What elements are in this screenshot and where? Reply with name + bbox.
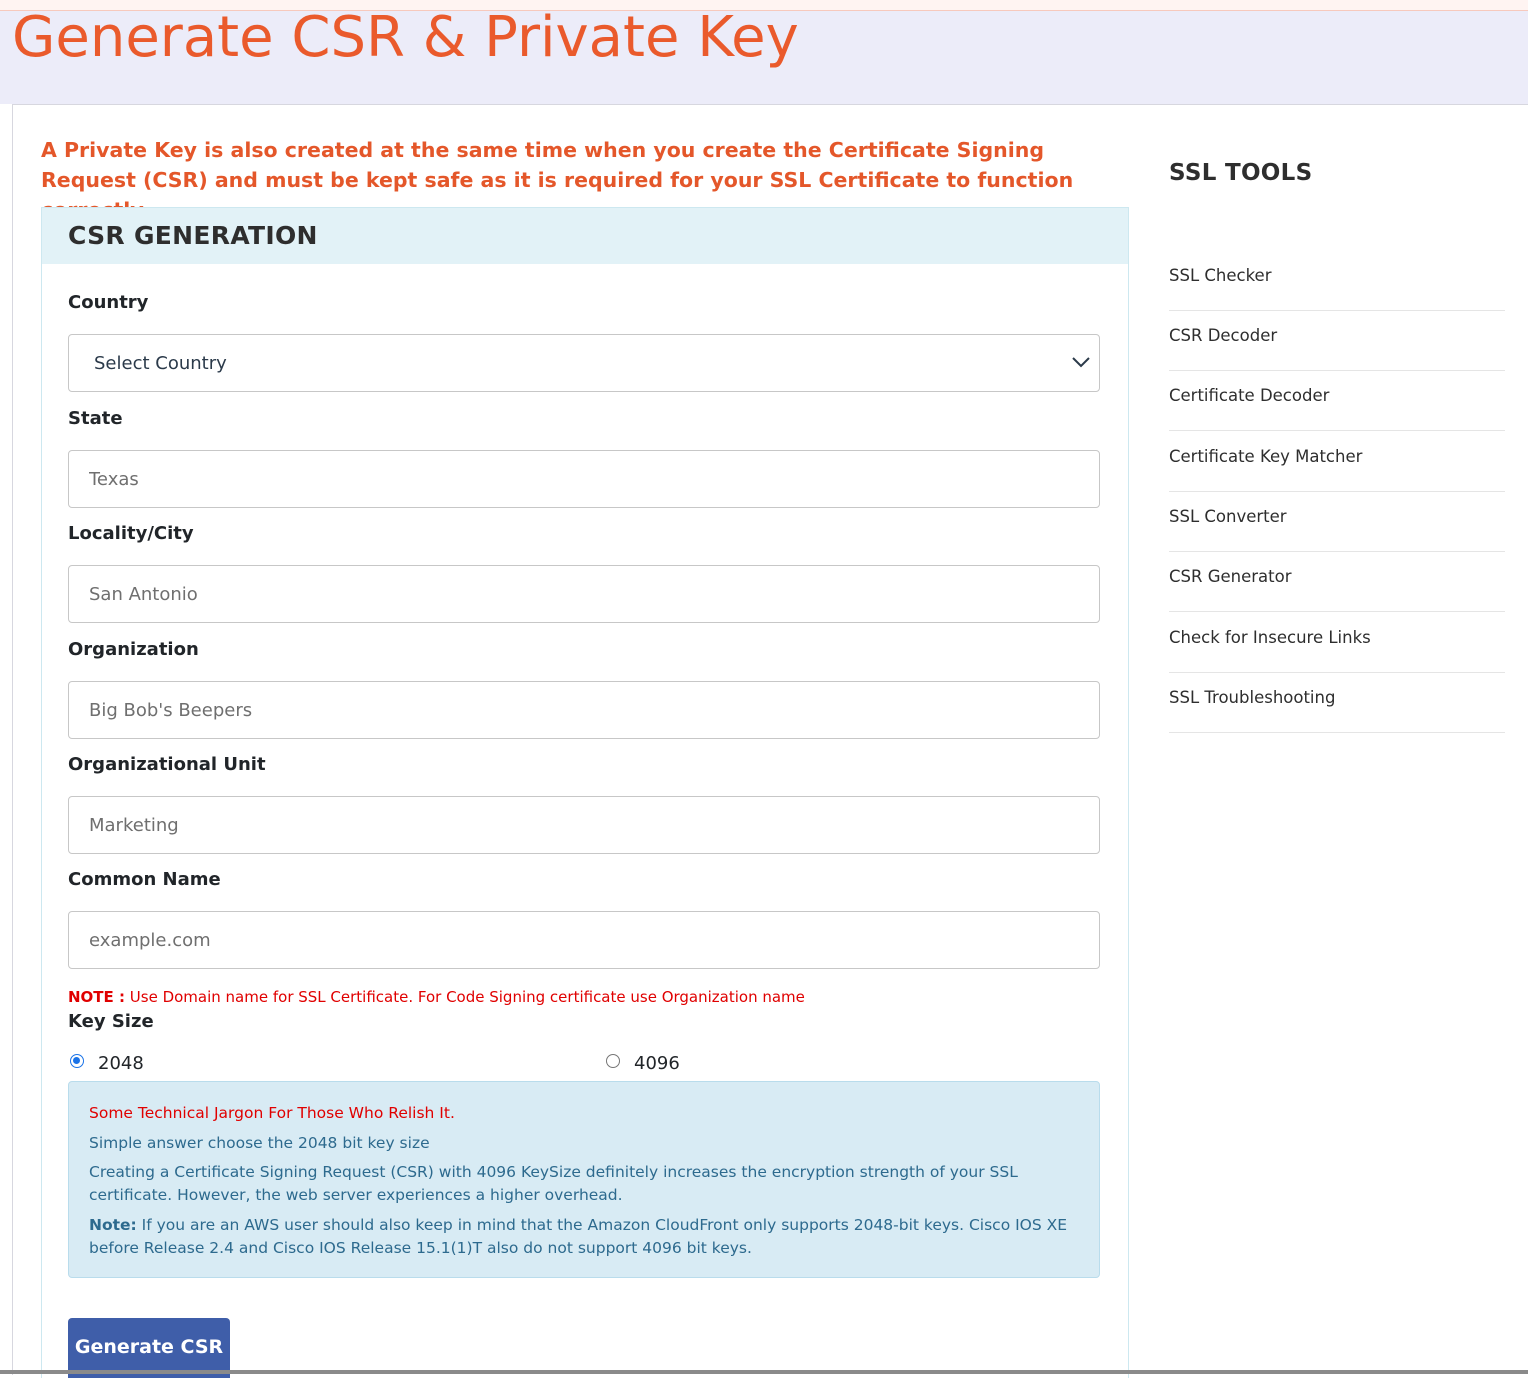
organization-field <box>68 681 1100 739</box>
city-label: Locality/City <box>68 523 194 544</box>
country-label: Country <box>68 292 149 313</box>
state-input[interactable] <box>69 451 1099 507</box>
info-heading: Some Technical Jargon For Those Who Relish It. <box>89 1104 455 1122</box>
csr-generation-card <box>41 207 1129 1378</box>
title-banner <box>0 5 1528 104</box>
info-detail: Creating a Certificate Signing Request (CSR) with 4096 KeySize definitely increases the encryption strength of your SSL certificate. However, the web server experiences a higher overhead. <box>89 1163 1018 1204</box>
organization-input[interactable] <box>69 682 1099 738</box>
sidebar-item-label: SSL Troubleshooting <box>1169 688 1336 707</box>
key-size-4096-label[interactable]: 4096 <box>634 1053 680 1074</box>
key-size-2048-radio[interactable] <box>70 1054 84 1068</box>
country-select[interactable] <box>68 334 1100 392</box>
org-unit-field <box>68 796 1100 854</box>
generate-csr-button[interactable]: Generate CSR <box>68 1318 230 1378</box>
common-name-input[interactable] <box>69 912 1099 968</box>
city-field <box>68 565 1100 623</box>
main-content <box>12 104 1528 1375</box>
common-name-field <box>68 911 1100 969</box>
sidebar-item-insecure-links[interactable] <box>1169 613 1505 673</box>
key-size-4096-radio[interactable] <box>606 1054 620 1068</box>
sidebar-item-label: Certificate Decoder <box>1169 386 1330 405</box>
org-unit-label: Organizational Unit <box>68 754 266 775</box>
info-note <box>89 1214 1079 1260</box>
intro-text: A Private Key is also created at the same time when you create the Certificate Signing Request (CSR) and must be kept safe as it is required for your SSL Certificate to function <box>41 138 1074 192</box>
key-size-2048-label[interactable]: 2048 <box>98 1053 144 1074</box>
sidebar-item-ssl-troubleshooting[interactable] <box>1169 673 1505 733</box>
sidebar-item-label: SSL Converter <box>1169 507 1287 526</box>
card-header <box>42 208 1128 264</box>
card-title: CSR GENERATION <box>68 221 318 250</box>
country-select-value: Select Country <box>94 353 227 374</box>
sidebar-item-ssl-converter[interactable] <box>1169 492 1505 552</box>
note-text: Use Domain name for SSL Certificate. For Code Signing certificate use Organization name <box>125 988 805 1006</box>
page-title: Generate CSR & Private Key <box>12 5 799 70</box>
sidebar-title: SSL TOOLS <box>1169 160 1313 186</box>
sidebar-item-label: CSR Decoder <box>1169 326 1278 345</box>
organization-label: Organization <box>68 639 199 660</box>
key-size-label: Key Size <box>68 1011 154 1032</box>
technical-info-box <box>68 1081 1100 1278</box>
sidebar-item-label: CSR Generator <box>1169 567 1292 586</box>
sidebar-item-csr-generator[interactable] <box>1169 552 1505 612</box>
sidebar-item-certificate-decoder[interactable] <box>1169 371 1505 431</box>
common-name-label: Common Name <box>68 869 221 890</box>
sidebar-item-ssl-checker[interactable] <box>1169 251 1505 311</box>
state-label: State <box>68 408 123 429</box>
state-field <box>68 450 1100 508</box>
chevron-down-icon <box>1071 355 1091 369</box>
sidebar-item-label: SSL Checker <box>1169 266 1272 285</box>
bottom-edge <box>0 1370 1528 1374</box>
common-name-note <box>68 986 805 1008</box>
sidebar-item-certificate-key-matcher[interactable] <box>1169 432 1505 492</box>
note-prefix: NOTE : <box>68 988 126 1006</box>
city-input[interactable] <box>69 566 1099 622</box>
sidebar-item-csr-decoder[interactable] <box>1169 311 1505 371</box>
sidebar-item-label: Certificate Key Matcher <box>1169 447 1363 466</box>
info-note-text: If you are an AWS user should also keep in mind that the Amazon CloudFront only supports 2048-bit keys. Cisco IOS XE before Release 2.4 and Cisco IOS Release 15.1(1)T also do not support 4096 bit keys. <box>89 1216 1068 1257</box>
sidebar-item-label: Check for Insecure Links <box>1169 628 1371 647</box>
org-unit-input[interactable] <box>69 797 1099 853</box>
info-note-label: Note: <box>89 1216 137 1234</box>
info-simple-answer: Simple answer choose the 2048 bit key size <box>89 1134 430 1152</box>
